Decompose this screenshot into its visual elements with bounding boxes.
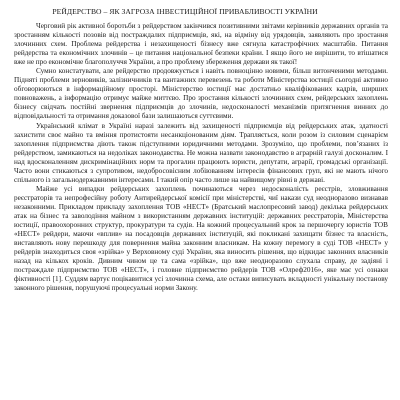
paragraph-intro: Черговий рік активної боротьби з рейдерством закінчився позитивними звітами керівників державних органів та зростанням кількості позовів від постраждалих підприємців, які, на відміну від урядовців, заявляють про зростання злочинних схем. Проблема рейдерства і незахищеності бізнесу вже сягнула катастрофічних масштабів. Питання рейдерства та економічних злочинів – це питання національної безпеки країни. І якщо його не вирішити, то втішатися вже не про економічне благополуччя України, а про проблему збереження держави як такої! <box>14 22 388 67</box>
paragraph-nest-case: Майже усі випадки рейдерських захоплень починаються через недосконалість реєстрів, зловживання реєстраторів та непрофесійну роботу Антирейдерської комісії при міністерстві, чиї накази суд неодноразово визнавав незаконними. Прикладом прикладу захоплення ТОВ «НЕСТ» (Братський маслопресовий завод) декілька рейдерських атак на бізнес та заволодіння майном з використанням державних інституцій: державних реєстраторів, Міністерства юстиції, правоохоронних структур, прокуратури та судів. На кожний процесуальний крок за першочергу юристів ТОВ «НЕСТ» рейдери, маючи «вплив» на посадовців державних інституцій, які покликані захищати бізнес та власність, виставляють нову перешкоду для повернення майна законним власникам. На кожну перемогу в суді ТОВ «НЕСТ» у рейдерів знаходиться своя «зрійка» у Верховному суді України, яка виносить рішення, що відкидає законних власників назад на кількох кроків. Дивним чином це та сама «зрійка», що вже неодноразово слухала справу, де задіяні і постраждале підприємство ТОВ «НЕСТ», і головне підприємство рейдерів ТОВ «Олреф2016», яке має усі ознаки фіктивності [1]. Суддям вартує поцікавитися усі злочинна схема, але остаки виписувать вкладності унікальну постанову законного рішення, порушуючі процесуальні норми Закону. <box>14 184 388 293</box>
document-title: РЕЙДЕРСТВО – ЯК ЗАГРОЗА ІНВЕСТИЦІЙНОЇ ПРИВАБЛИВОСТІ УКРАЇНИ <box>52 7 318 16</box>
paragraph-legislation: Український клімат в Україні наразі залежить від захищеності підприємців від рейдерських атак, здатності захистити своє майно та вміння протистояти несанкціонованим діям. Трапляється, коли розом із силовим сценарієм захоплення підприємства діють також підступними юридичними методами. Зрозуміло, що проблеми, пов’язаних із рейдерством, замикаються на недоліках законодавства. Не можна назвати законодавство в аграрній галузі досконалим. І над вдосконаленням дискримінаційних норм та прогалин працюють юристи, депутати, аграрії, громадські організації. Часто вони стикаються з супротивом, недобросовісним лобіюванням інтересів фінансових груп, які не мають нічого спільного із загальнодержавними інтересами. І такий опір часто лише на найвищому рівні в державі. <box>14 121 388 184</box>
paragraph-new-methods: Сумно констатувати, але рейдерство продовжується і навіть повноцінно новими, більш витонченими методами. Підняті проблеми зерновиків, залізничників та вантажних перевезень та роботи Міністерства юстиції сьогодні активно обговорюються в інформаційному просторі. Міністерство юстиції має достатньо кваліфікованих кадрів, ширших повноважень, а інформацію отримує майже миттєво. Про зростання кількості злочинних схем, рейдерських захоплень бізнесу свідчать постійні звернення підприємців до злочинів, недосконалості механізмів притягнення винних до відповідальності та отримання доказової бази залишаються суттєвими. <box>14 67 388 121</box>
